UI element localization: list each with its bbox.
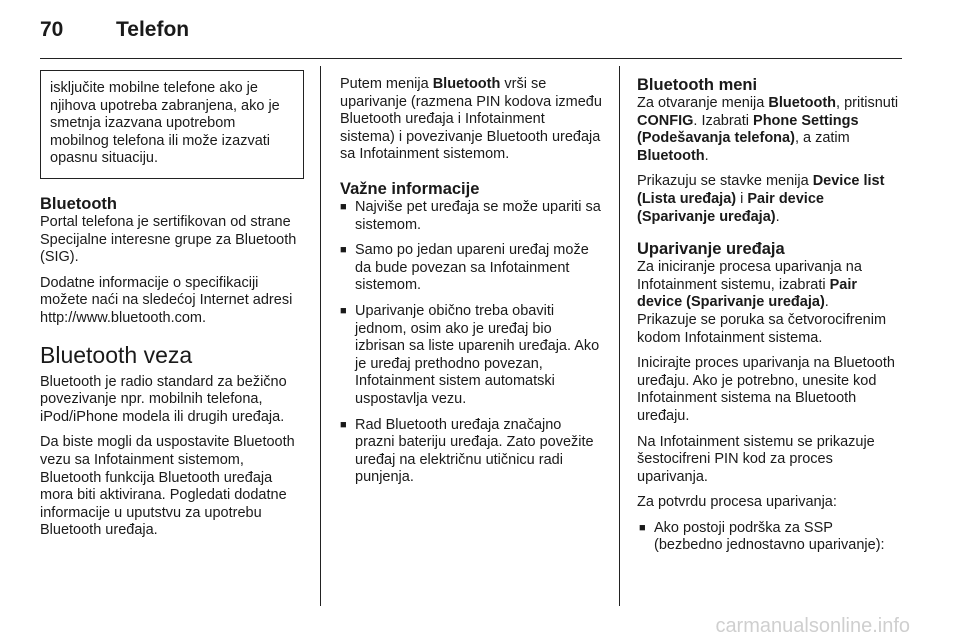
section-heading-bluetooth-veza: Bluetooth veza [40, 341, 193, 368]
column-divider-1 [320, 66, 321, 606]
text-span: , a zatim [794, 130, 850, 147]
text-span: . [775, 208, 780, 225]
section-heading-bluetooth-meni: Bluetooth meni [637, 76, 758, 94]
paragraph: Bluetooth je radio standard za bežično povezivanje npr. mobilnih telefona, iPod/iPhone modela ili drugih uređaja. [40, 373, 287, 425]
header-rule [40, 58, 902, 59]
menu-term: CONFIG [637, 112, 694, 129]
section-heading-vazne-informacije: Važne informacije [340, 179, 480, 198]
bullet-list [637, 520, 903, 555]
page-number: 70 [40, 18, 64, 41]
text-span: Prikazuju se stavke menija [637, 173, 813, 190]
page-title: Telefon [116, 18, 190, 41]
list-item: ■ Ako postoji podrška za SSP (bezbedno jednostavno uparivanje): [639, 520, 903, 555]
list-item: ■ Najviše pet uređaja se može upariti sa sistemom. [340, 199, 602, 234]
menu-term: Pair device (Sparivanje uređaja) [637, 190, 824, 225]
text-span: Za iniciranje procesa uparivanja na Infotainment sistemu, izabrati [637, 259, 862, 293]
paragraph [637, 173, 903, 226]
paragraph [637, 259, 903, 312]
paragraph: Na Infotainment sistemu se prikazuje šestocifreni PIN kod za proces uparivanja. [637, 433, 875, 485]
section-heading-bluetooth: Bluetooth [40, 194, 117, 213]
text-span: . [824, 294, 829, 311]
menu-term: Bluetooth [768, 95, 837, 111]
menu-term: Bluetooth [432, 76, 501, 92]
column-divider-2 [619, 66, 620, 606]
list-item: ■ Samo po jedan upareni uređaj može da bude povezan sa Infotainment sistemom. [340, 242, 602, 295]
paragraph [637, 95, 903, 165]
watermark: carmanualsonline.info [715, 615, 910, 637]
text-span: . Izabrati [693, 112, 754, 129]
paragraph: Prikazuje se poruka sa četvorocifrenim kodom Infotainment sistema. [637, 311, 887, 346]
menu-term: Pair device (Sparivanje uređaja) [637, 276, 858, 311]
paragraph [340, 76, 602, 164]
text-span: . [704, 147, 709, 164]
paragraph: Dodatne informacije o specifikaciji možete naći na sledećoj Internet adresi http://www.bluetooth.com. [40, 274, 293, 326]
text-span: Za otvaranje menija [637, 95, 769, 111]
list-item: ■ Rad Bluetooth uređaja značajno prazni bateriju uređaja. Zato povežite uređaj na električnu utičnicu radi punjenja. [340, 417, 602, 487]
text-span: i [736, 190, 748, 207]
section-heading-uparivanje: Uparivanje uređaja [637, 240, 785, 259]
column-2 [340, 76, 602, 495]
text-span: Putem menija [340, 76, 433, 92]
paragraph: Da biste mogli da uspostavite Bluetooth vezu sa Infotainment sistemom, Bluetooth funkcija Bluetooth uređaja mora biti aktivirana. Pogledati dodatne informacije u uputstvu za upotrebu Bluetooth uređaja. [40, 434, 295, 539]
menu-term: Phone Settings (Podešavanja telefona) [637, 112, 859, 147]
list-item: ■ Uparivanje obično treba obaviti jednom, osim ako je uređaj bio izbrisan sa liste uparenih uređaja. Ako je uređaj prethodno povezan, Infotainment sistem automatski uspostavlja vezu. [340, 303, 602, 409]
menu-term: Device list (Lista uređaja) [637, 173, 885, 207]
text-span: vrši se uparivanje (razmena PIN kodova između Bluetooth uređaja i Infotainment sistema) i povezivanje Bluetooth uređaja sa Infotainment sistemom. [340, 76, 602, 163]
menu-term: Bluetooth [637, 147, 705, 164]
paragraph: Portal telefona je sertifikovan od strane Specijalne interesne grupe za Bluetooth (SIG). [40, 213, 297, 266]
column-3 [637, 76, 903, 563]
bullet-list [340, 199, 602, 487]
column-1 [40, 70, 304, 548]
warning-box: isključite mobilne telefone ako je njihova upotreba zabranjena, ako je smetnja izazvana upotrebom mobilnog telefona ili može izazvati opasnu situaciju. [40, 70, 304, 179]
paragraph: Za potvrdu procesa uparivanja: [637, 494, 837, 511]
text-span: , pritisnuti [836, 95, 899, 111]
paragraph: Inicirajte proces uparivanja na Bluetooth uređaju. Ako je potrebno, unesite kod Infotainment sistema na Bluetooth uređaju. [637, 355, 895, 424]
